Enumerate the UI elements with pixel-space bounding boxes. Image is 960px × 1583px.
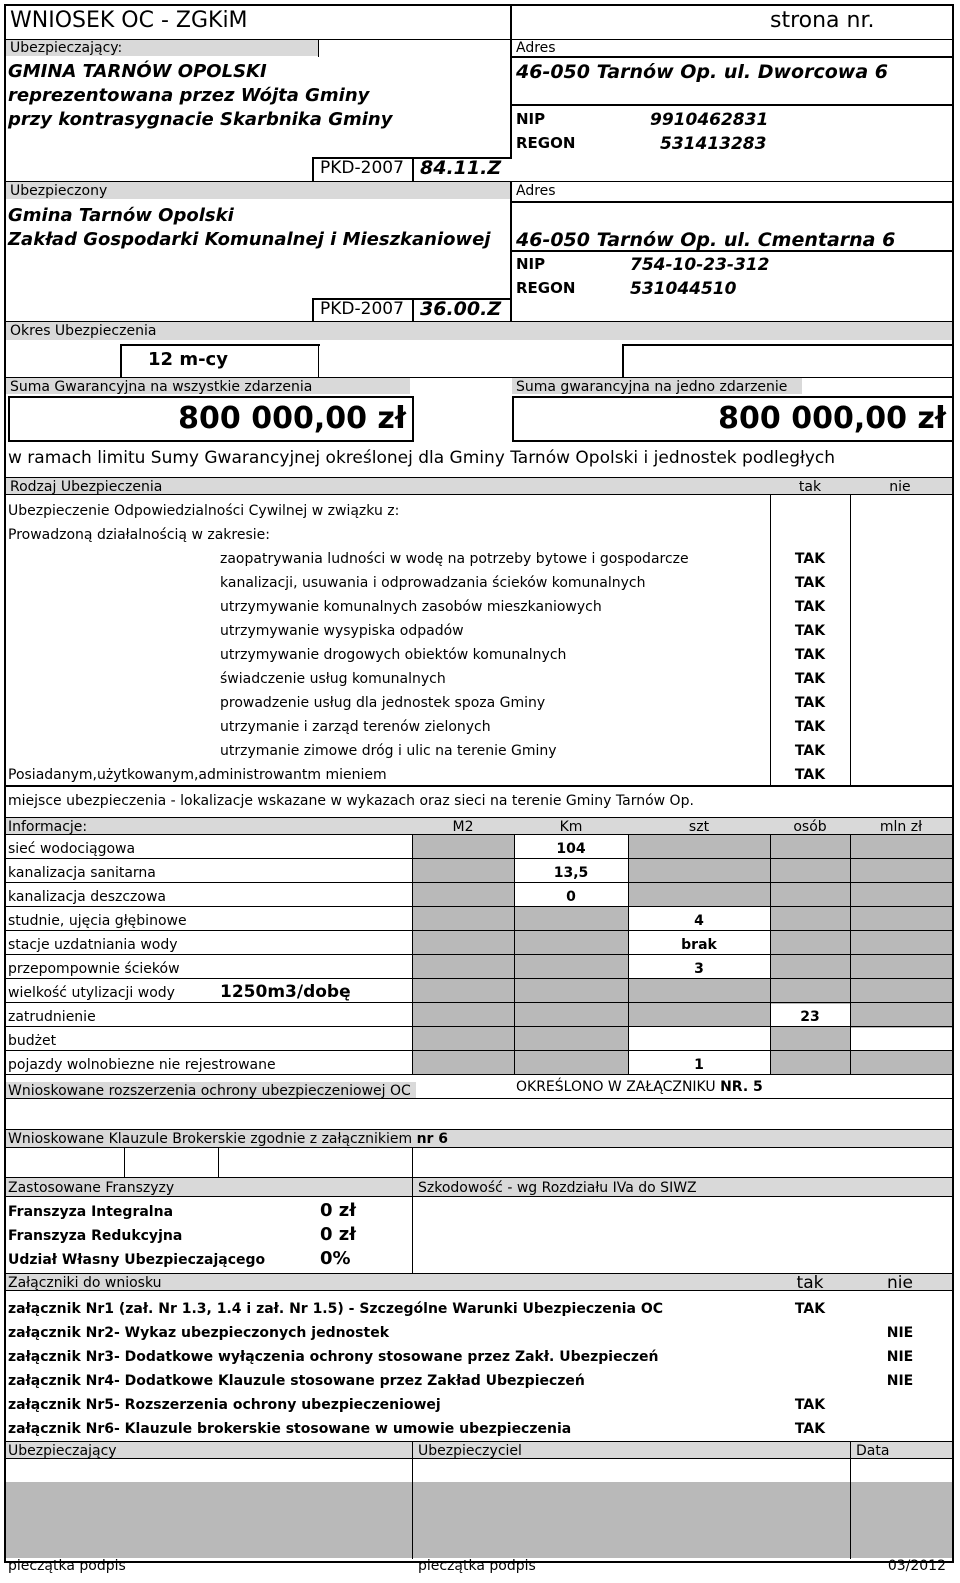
insurer-regon: 531413283 [660, 134, 767, 154]
line [6, 1026, 952, 1027]
line [6, 1129, 952, 1130]
insurer-pkd: 84.11.Z [420, 157, 502, 179]
insured-address-label: Adres [516, 183, 556, 199]
line [628, 834, 629, 1074]
line [6, 39, 952, 40]
insurer-label: Ubezpieczający: [10, 40, 123, 56]
line [6, 978, 952, 979]
line [8, 440, 412, 442]
franchise-name: Udział Własny Ubezpieczającego [8, 1252, 266, 1268]
page-number-label: strona nr. [770, 8, 875, 33]
line [6, 477, 952, 478]
clauses-label [8, 1131, 448, 1147]
insured-pkd: 36.00.Z [420, 298, 502, 320]
sum-all-events-label: Suma Gwarancyjna na wszystkie zdarzenia [10, 379, 313, 395]
line [6, 1050, 952, 1051]
list-item: załącznik Nr5- Rozszerzenia ochrony ubezpieczeniowej [8, 1397, 441, 1413]
activity-yes: TAK [794, 743, 826, 759]
franchise-name: Franszyza Integralna [8, 1204, 174, 1220]
line [412, 157, 414, 181]
attachment-no: NIE [886, 1325, 914, 1341]
list-item: załącznik Nr3- Dodatkowe wyłączenia ochrony stosowane przez Zakł. Ubezpieczeń [8, 1349, 659, 1365]
list-item: załącznik Nr6- Klauzule brokerskie stosowane w umowie ubezpieczenia [8, 1421, 572, 1437]
line [850, 834, 851, 1074]
info-km-value: 13,5 [553, 865, 589, 881]
list-item: utrzymywanie wysypiska odpadów [220, 623, 464, 639]
activity-yes: TAK [794, 671, 826, 687]
clauses-ref: nr 6 [416, 1131, 449, 1147]
table-row: sieć wodociągowa [8, 841, 136, 857]
activity-yes: TAK [794, 551, 826, 567]
line [6, 858, 952, 859]
info-col-m2: M2 [452, 819, 474, 835]
line [850, 1441, 851, 1559]
table-row: wielkość utylizacji wody [8, 985, 175, 1001]
franchise-label: Zastosowane Franszyzy [8, 1180, 175, 1196]
activity-yes: TAK [794, 719, 826, 735]
extensions-label: Wnioskowane rozszerzenia ochrony ubezpieczeniowej OC [8, 1083, 411, 1099]
insurer-name-line1: GMINA TARNÓW OPOLSKI [8, 61, 267, 82]
info-col-km: Km [559, 819, 583, 835]
line [312, 298, 314, 322]
sum-limit-note: w ramach limitu Sumy Gwarancyjnej określonej dla Gminy Tarnów Opolski i jednostek podległych [8, 448, 835, 468]
attachment-no: NIE [886, 1349, 914, 1365]
insured-pkd-label: PKD-2007 [320, 299, 404, 319]
signature-date-label: Data [856, 1443, 890, 1459]
line [512, 396, 514, 442]
extensions-value-ref: NR. 5 [720, 1079, 763, 1095]
list-item: załącznik Nr2- Wykaz ubezpieczonych jednostek [8, 1325, 390, 1341]
period-label: Okres Ubezpieczenia [10, 323, 157, 339]
insured-name-line1: Gmina Tarnów Opolski [8, 205, 234, 226]
attachments-label: Załączniki do wniosku [8, 1275, 162, 1291]
list-item: załącznik Nr1 (zał. Nr 1.3, 1.4 i zał. Nr 1.5) - Szczególne Warunki Ubezpieczenia OC [8, 1301, 664, 1317]
sum-all-events-value: 800 000,00 zł [178, 401, 406, 436]
activity-line: Prowadzoną działalnością w zakresie: [8, 527, 270, 543]
insured-nip-label: NIP [516, 255, 546, 273]
line [510, 181, 512, 322]
table-row: przepompownie ścieków [8, 961, 180, 977]
line [512, 396, 952, 398]
info-szt-value: 1 [694, 1057, 704, 1073]
attachment-yes: TAK [794, 1397, 826, 1413]
signature-date-value: 03/2012 [887, 1558, 946, 1574]
info-col-szt: szt [688, 819, 710, 835]
table-row: kanalizacja sanitarna [8, 865, 156, 881]
line [218, 1147, 219, 1177]
line [6, 1441, 952, 1442]
attachments-col-yes: tak [796, 1273, 824, 1293]
line [120, 344, 320, 346]
line [622, 344, 624, 378]
info-col-mln: mln zł [879, 819, 923, 835]
line [6, 1002, 952, 1003]
line [622, 344, 952, 346]
info-szt-value: 3 [694, 961, 704, 977]
insurer-nip-label: NIP [516, 110, 546, 128]
line [318, 344, 319, 378]
franchise-value: 0 zł [320, 1224, 356, 1245]
line [412, 1441, 413, 1559]
line [6, 1147, 952, 1148]
property-text: Posiadanym,użytkowanym,administrowantm mieniem [8, 767, 387, 783]
line [6, 321, 952, 322]
line [312, 157, 314, 181]
line [120, 344, 122, 378]
info-km-value: 0 [566, 889, 576, 905]
list-item: zaopatrywania ludności w wodę na potrzeby bytowe i gospodarcze [220, 551, 689, 567]
attachment-yes: TAK [794, 1421, 826, 1437]
insured-regon-label: REGON [516, 279, 576, 297]
info-km-value: 104 [556, 841, 586, 857]
insurance-location: miejsce ubezpieczenia - lokalizacje wskazane w wykazach oraz sieci na terenie Gminy Tarnów Op. [8, 793, 694, 809]
insured-label: Ubezpieczony [10, 183, 108, 199]
line [6, 785, 952, 787]
info-szt-value: brak [681, 937, 717, 953]
insurance-type-label: Rodzaj Ubezpieczenia [10, 479, 163, 495]
line [124, 1147, 125, 1177]
signature-provider-label: Ubezpieczyciel [418, 1443, 522, 1459]
clauses-label-text: Wnioskowane Klauzule Brokerskie zgodnie z załącznikiem [8, 1131, 413, 1147]
stamp-signature-left: pieczątka podpis [8, 1558, 126, 1574]
activity-yes: TAK [794, 695, 826, 711]
sum-one-event-value: 800 000,00 zł [718, 401, 946, 436]
line [6, 817, 952, 818]
insurer-pkd-label: PKD-2007 [320, 158, 404, 178]
insurer-name-line2: reprezentowana przez Wójta Gminy [8, 85, 370, 106]
franchise-name: Franszyza Redukcyjna [8, 1228, 183, 1244]
list-item: utrzymanie i zarząd terenów zielonych [220, 719, 491, 735]
franchise-value: 0 zł [320, 1200, 356, 1221]
table-row: stacje uzdatniania wody [8, 937, 178, 953]
extensions-value [516, 1079, 763, 1095]
list-item: załącznik Nr4- Dodatkowe Klauzule stosowane przez Zakład Ubezpieczeń [8, 1373, 585, 1389]
info-osob-value: 23 [800, 1009, 820, 1025]
line [6, 181, 952, 182]
type-col-yes: tak [798, 479, 822, 495]
table-row: kanalizacja deszczowa [8, 889, 166, 905]
line [770, 834, 771, 1074]
franchise-value: 0% [320, 1248, 351, 1269]
line [6, 1074, 952, 1075]
activity-yes: TAK [794, 647, 826, 663]
line [6, 906, 952, 907]
line [6, 1177, 952, 1178]
extensions-value-prefix: OKREŚLONO W ZAŁĄCZNIKU [516, 1079, 716, 1095]
table-row: budżet [8, 1033, 57, 1049]
line [6, 377, 952, 378]
type-col-no: nie [889, 479, 911, 495]
activity-yes: TAK [794, 575, 826, 591]
table-row: studnie, ujęcia głębinowe [8, 913, 187, 929]
insured-address: 46-050 Tarnów Op. ul. Cmentarna 6 [516, 229, 896, 251]
info-label: Informacje: [8, 819, 88, 835]
line [512, 440, 952, 442]
info-col-osob: osób [793, 819, 827, 835]
info-extra-value: 1250m3/dobę [220, 982, 351, 1002]
insured-regon: 531044510 [630, 279, 737, 299]
list-item: utrzymywanie drogowych obiektów komunalnych [220, 647, 567, 663]
insurer-nip: 9910462831 [650, 110, 769, 130]
line [412, 298, 414, 322]
line [412, 396, 414, 442]
form-title: WNIOSEK OC - ZGKiM [10, 8, 248, 33]
property-yes: TAK [794, 767, 826, 783]
line [850, 494, 851, 786]
attachment-no: NIE [886, 1373, 914, 1389]
insurer-name-line3: przy kontrasygnacie Skarbnika Gminy [8, 109, 393, 130]
line [318, 39, 319, 57]
list-item: utrzymanie zimowe dróg i ulic na terenie Gminy [220, 743, 557, 759]
line [510, 104, 952, 106]
signature-insurer-label: Ubezpieczający [8, 1443, 117, 1459]
insured-nip: 754-10-23-312 [630, 255, 770, 275]
table-row: pojazdy wolnobiezne nie rejestrowane [8, 1057, 276, 1073]
line [510, 201, 952, 203]
attachments-col-no: nie [887, 1273, 913, 1293]
line [412, 1147, 413, 1273]
line [6, 954, 952, 955]
period-value: 12 m-cy [148, 349, 228, 370]
list-item: świadczenie usług komunalnych [220, 671, 446, 687]
line [6, 882, 952, 883]
activity-yes: TAK [794, 623, 826, 639]
line [6, 930, 952, 931]
insurer-address: 46-050 Tarnów Op. ul. Dworcowa 6 [516, 61, 888, 83]
line [510, 4, 512, 158]
insurer-regon-label: REGON [516, 134, 576, 152]
list-item: kanalizacji, usuwania i odprowadzania ścieków komunalnych [220, 575, 646, 591]
oc-line: Ubezpieczenie Odpowiedzialności Cywilnej w związku z: [8, 503, 400, 519]
activity-yes: TAK [794, 599, 826, 615]
list-item: utrzymywanie komunalnych zasobów mieszkaniowych [220, 599, 602, 615]
table-row: zatrudnienie [8, 1009, 96, 1025]
stamp-signature-right: pieczątka podpis [418, 1558, 536, 1574]
line [510, 56, 952, 58]
info-szt-value: 4 [694, 913, 704, 929]
loss-history-label: Szkodowość - wg Rozdziału IVa do SIWZ [418, 1180, 697, 1196]
insurer-address-label: Adres [516, 40, 556, 56]
line [6, 1196, 952, 1197]
insured-name-line2: Zakład Gospodarki Komunalnej i Mieszkaniowej [8, 229, 491, 250]
list-item: prowadzenie usług dla jednostek spoza Gminy [220, 695, 546, 711]
attachment-yes: TAK [794, 1301, 826, 1317]
line [8, 396, 412, 398]
line [412, 834, 413, 1074]
sum-one-event-label: Suma gwarancyjna na jedno zdarzenie [516, 379, 788, 395]
